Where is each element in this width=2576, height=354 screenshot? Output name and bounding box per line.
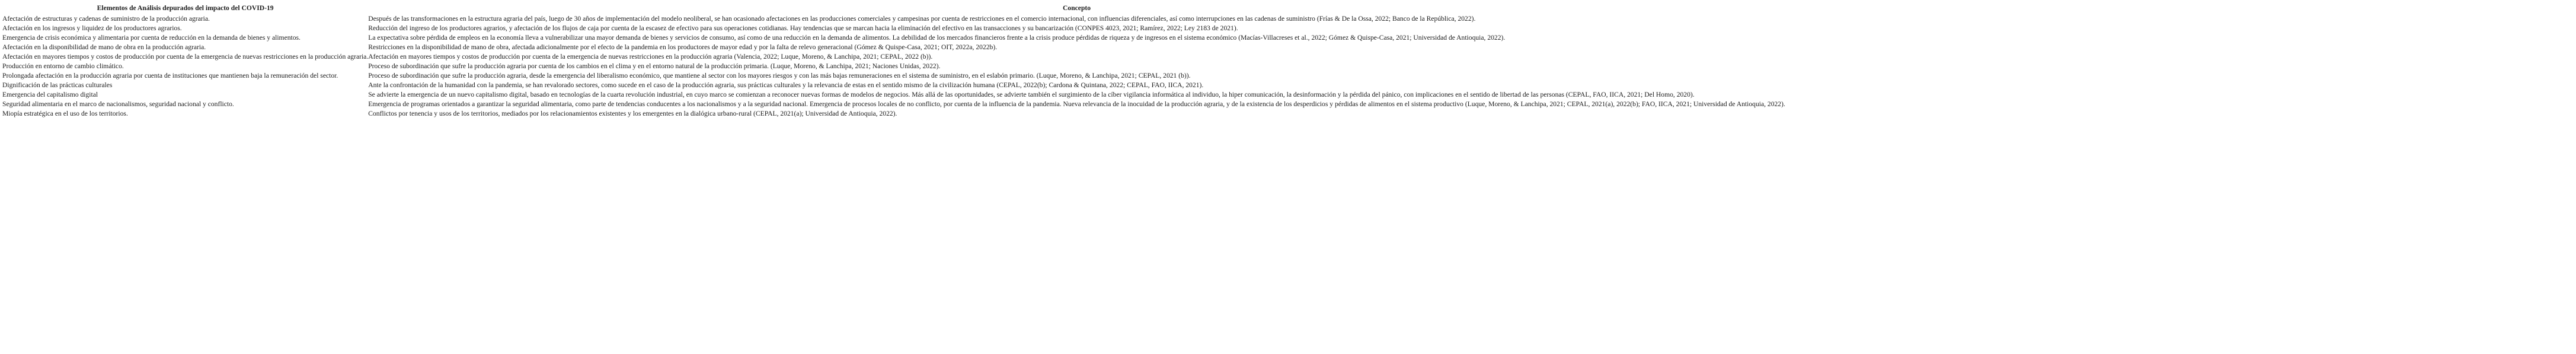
row-concept: Reducción del ingreso de los productores agrarios, y afectación de los flujos de caja por cuenta de la escasez de efectivo para sus operaciones cotidianas. Hay tendencias que se marcan hacia la eliminación del efectivo en las transacciones y su bancarización (CONPES 4023, 2021; Ramírez, 2022; Ley 2183 de 2021). <box>368 24 1238 32</box>
row-concept: Emergencia de programas orientados a garantizar la seguridad alimentaria, como parte de tendencias conducentes a los nacionalismos y a la seguridad nacional. Emergencia de procesos locales de no conflicto, por cuenta de la influencia de la pandemia. Nueva relevancia de la inocuidad de la producción agraria, y de la existencia de los desperdicios y pérdidas de alimentos en el sistema productivo (Luque, Moreno, & Lanchipa, 2021; CEPAL, 2021(a), 2022(b); FAO, IICA, 2021; Universidad de Antioquia, 2022). <box>368 100 1785 108</box>
row-concept: Ante la confrontación de la humanidad con la pandemia, se han revalorado sectores, como sucede en el caso de la producción agraria, sus prácticas culturales y la relevancia de estas en el sentido mismo de la civilización humana (CEPAL, 2022(b); Cardona & Quintana, 2022; CEPAL, FAO, IICA, 2021). <box>368 81 1204 89</box>
row-concept: Afectación en mayores tiempos y costos de producción por cuenta de la emergencia de nuevas restricciones en la producción agraria (Valencia, 2022; Luque, Moreno, & Lanchipa, 2021; CEPAL, 2022 (b)). <box>368 53 933 60</box>
row-concept: Proceso de subordinación que sufre la producción agraria, desde la emergencia del liberalismo económico, que mantiene al sector con los mayores riesgos y con las más bajas remuneraciones en el sistema de suministro, en el eslabón primario. (Luque, Moreno, & Lanchipa, 2021; CEPAL, 2021 (b)). <box>368 72 1191 79</box>
header-concept: Concepto <box>1063 4 1091 12</box>
covid-impact-table <box>2 4 1785 119</box>
row-element: Afectación en la disponibilidad de mano de obra en la producción agraria. <box>2 43 206 51</box>
table-row <box>2 90 1785 100</box>
row-element: Dignificación de las prácticas culturales <box>2 81 113 89</box>
table-row <box>2 52 1785 62</box>
row-element: Emergencia del capitalismo digital <box>2 91 98 98</box>
table-header-row <box>2 4 1785 14</box>
table-row <box>2 109 1785 119</box>
row-element: Seguridad alimentaria en el marco de nacionalismos, seguridad nacional y conflicto. <box>2 100 234 108</box>
table-row <box>2 71 1785 81</box>
row-concept: Después de las transformaciones en la estructura agraria del país, luego de 30 años de implementación del modelo neoliberal, se han ocasionado afectaciones en las producciones comerciales y campesinas por cuenta de restricciones en el comercio internacional, con influencias diferenciales, así como interrupciones en las cadenas de suministro (Frías & De la Ossa, 2022; Banco de la República, 2022). <box>368 15 1476 23</box>
table-row <box>2 14 1785 24</box>
header-element: Elementos de Análisis depurados del impacto del COVID-19 <box>97 4 274 12</box>
table-row <box>2 62 1785 71</box>
row-element: Afectación en los ingresos y liquidez de los productores agrarios. <box>2 24 182 32</box>
row-concept: La expectativa sobre pérdida de empleos en la economía lleva a vulnerabilizar una mayor demanda de bienes y servicios de consumo, así como de una reducción en la demanda de alimentos. La debilidad de los mercados financieros frente a la crisis produce pérdidas de riqueza y de ingresos en el sistema económico (Macías-Villacreses et al., 2022; Gómez & Quispe-Casa, 2021; Universidad de Antioquia, 2022). <box>368 34 1506 42</box>
table-row <box>2 43 1785 52</box>
row-concept: Restricciones en la disponibilidad de mano de obra, afectada adicionalmente por el efecto de la pandemia en los productores de mayor edad y por la falta de relevo generacional (Gómez & Quispe-Casa, 2021; OIT, 2022a, 2022b). <box>368 43 998 51</box>
row-element: Emergencia de crisis económica y alimentaria por cuenta de reducción en la demanda de bienes y alimentos. <box>2 34 301 42</box>
table-row <box>2 33 1785 43</box>
table-row <box>2 81 1785 90</box>
row-concept: Conflictos por tenencia y usos de los territorios, mediados por los relacionamientos existentes y los emergentes en la dialógica urbano-rural (CEPAL, 2021(a); Universidad de Antioquia, 2022). <box>368 110 897 117</box>
row-element: Miopía estratégica en el uso de los territorios. <box>2 110 128 117</box>
table-row <box>2 24 1785 33</box>
row-element: Afectación de estructuras y cadenas de suministro de la producción agraria. <box>2 15 210 23</box>
row-concept: Proceso de subordinación que sufre la producción agraria por cuenta de los cambios en el clima y en el entorno natural de la producción primaria. (Luque, Moreno, & Lanchipa, 2021; Naciones Unidas, 2022). <box>368 62 941 70</box>
row-concept: Se advierte la emergencia de un nuevo capitalismo digital, basado en tecnologías de la cuarta revolución industrial, en cuyo marco se comienzan a reconocer nuevas formas de modelos de negocios. Más allá de las oportunidades, se advierte también el surgimiento de la cíber vigilancia informática al individuo, la hiper comunicación, la desinformación y la pérdida del pánico, con implicaciones en el sentido de libertad de las personas (CEPAL, FAO, IICA, 2021; Del Homo, 2020). <box>368 91 1695 98</box>
row-element: Afectación en mayores tiempos y costos de producción por cuenta de la emergencia de nuevas restricciones en la producción agraria. <box>2 53 369 60</box>
table-row <box>2 100 1785 109</box>
row-element: Prolongada afectación en la producción agraria por cuenta de instituciones que mantienen baja la remuneración del sector. <box>2 72 338 79</box>
row-element: Producción en entorno de cambio climático. <box>2 62 124 70</box>
